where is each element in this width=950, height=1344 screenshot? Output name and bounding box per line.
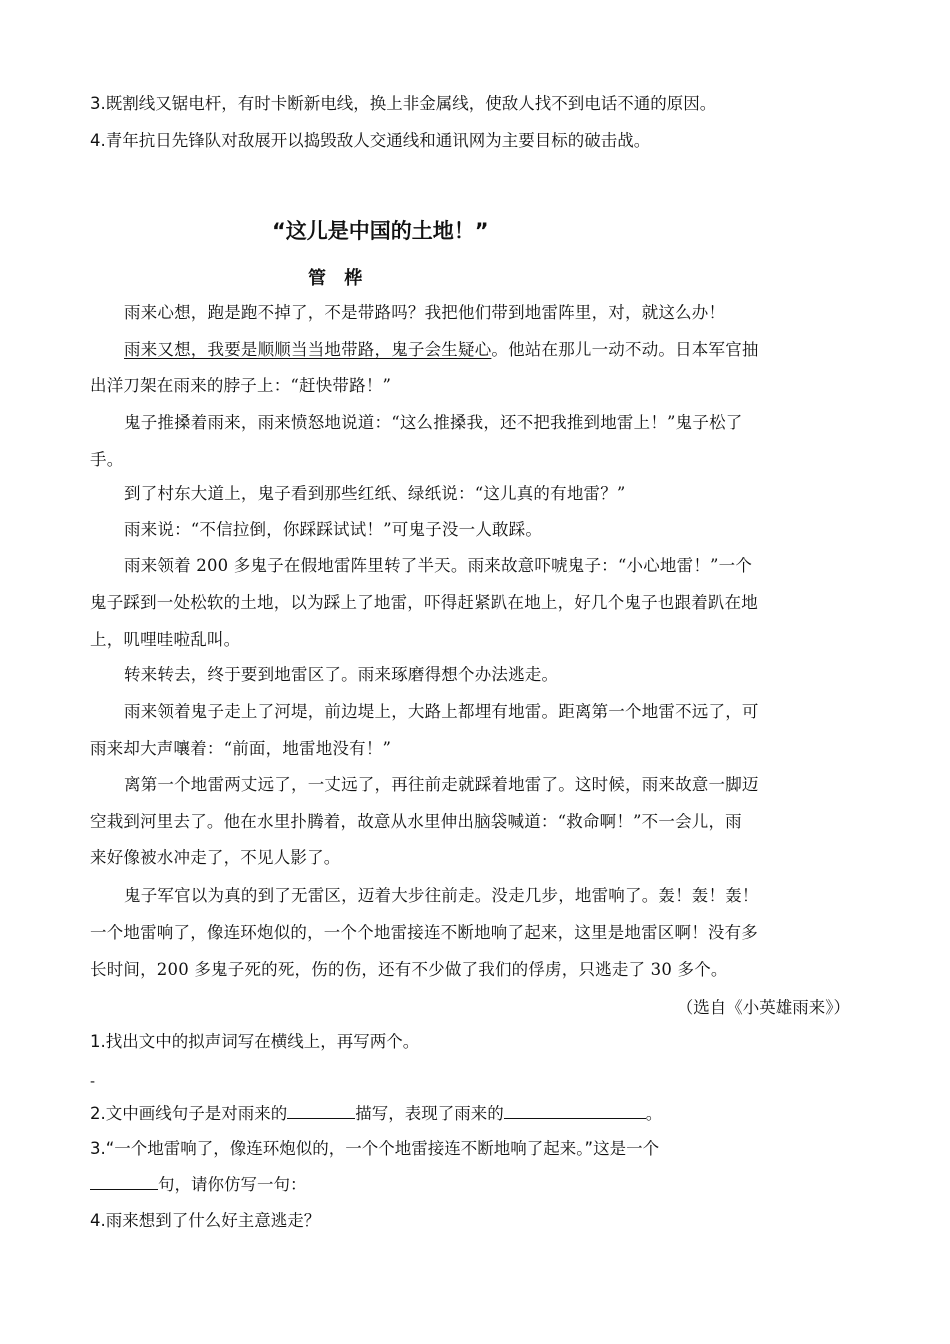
underlined-sentence: 雨来又想，我要是顺顺当当地带路，鬼子会生疑心	[124, 340, 492, 359]
question-2-part-c: 。	[645, 1104, 663, 1123]
paragraph-6-line-2: 鬼子踩到一处松软的土地，以为踩上了地雷，吓得赶紧趴在地上，好几个鬼子也跟着趴在地	[90, 593, 758, 612]
answer-blank-sentence-type[interactable]	[90, 1173, 158, 1190]
paragraph-1: 雨来心想，跑是跑不掉了，不是带路吗？我把他们带到地雷阵里，对，就这么办！	[124, 303, 726, 322]
paragraph-2-rest: 。他站在那儿一动不动。日本军官抽	[491, 340, 759, 359]
question-2-part-a: 2.文中画线句子是对雨来的	[90, 1104, 288, 1123]
paragraph-10-line-3: 长时间，200 多鬼子死的死，伤的伤，还有不少做了我们的俘虏，只逃走了 30 多个。	[90, 960, 728, 979]
paragraph-10: 鬼子军官以为真的到了无雷区，迈着大步往前走。没走几步，地雷响了。轰！轰！轰！	[124, 886, 759, 905]
answer-item-3: 3.既割线又锯电杆，有时卡断新电线，换上非金属线，使敌人找不到电话不通的原因。	[90, 94, 717, 113]
paragraph-9: 离第一个地雷两丈远了，一丈远了，再往前走就踩着地雷了。这时候，雨来故意一脚迈	[124, 775, 759, 794]
paragraph-3: 鬼子推搡着雨来，雨来愤怒地说道：“这么推搡我，还不把我推到地雷上！”鬼子松了	[124, 413, 743, 432]
question-2-part-b: 描写，表现了雨来的	[355, 1104, 504, 1123]
paragraph-2	[90, 338, 890, 362]
question-3-prompt: 句，请你仿写一句：	[158, 1175, 307, 1194]
paragraph-4: 到了村东大道上，鬼子看到那些红纸、绿纸说：“这儿真的有地雷？”	[124, 484, 626, 503]
article-source: （选自《小英雄雨来》）	[676, 998, 850, 1017]
answer-item-4: 4.青年抗日先锋队对敌展开以捣毁敌人交通线和通讯网为主要目标的破击战。	[90, 131, 651, 150]
answer-blank-character-trait[interactable]	[504, 1102, 646, 1119]
article-title: “这儿是中国的土地！”	[272, 219, 489, 243]
paragraph-2-line-2: 出洋刀架在雨来的脖子上：“赶快带路！”	[90, 376, 392, 395]
question-1: 1.找出文中的拟声词写在横线上，再写两个。	[90, 1032, 420, 1051]
paragraph-3-line-2: 手。	[90, 450, 124, 469]
paragraph-8: 雨来领着鬼子走上了河堤，前边堤上，大路上都埋有地雷。距离第一个地雷不远了，可	[124, 702, 759, 721]
question-3: 3.“一个地雷响了，像连环炮似的，一个个地雷接连不断地响了起来。”这是一个	[90, 1139, 660, 1158]
paragraph-7: 转来转去，终于要到地雷区了。雨来琢磨得想个办法逃走。	[124, 665, 559, 684]
paragraph-8-line-2: 雨来却大声嚷着：“前面，地雷地没有！”	[90, 739, 392, 758]
paragraph-9-line-3: 来好像被水冲走了，不见人影了。	[90, 848, 341, 867]
paragraph-10-line-2: 一个地雷响了，像连环炮似的，一个个地雷接连不断地响了起来，这里是地雷区啊！没有多	[90, 923, 758, 942]
question-2	[90, 1102, 890, 1126]
paragraph-5: 雨来说：“不信拉倒，你踩踩试试！”可鬼子没一人敢踩。	[124, 520, 543, 539]
paragraph-6-line-3: 上，叽哩哇啦乱叫。	[90, 630, 241, 649]
article-author: 管 桦	[308, 268, 369, 289]
answer-blank-description-type[interactable]	[287, 1102, 355, 1119]
question-4: 4.雨来想到了什么好主意逃走？	[90, 1211, 321, 1230]
question-3-line-2	[90, 1173, 890, 1197]
paragraph-6: 雨来领着 200 多鬼子在假地雷阵里转了半天。雨来故意吓唬鬼子：“小心地雷！”一个	[124, 556, 753, 575]
paragraph-9-line-2: 空栽到河里去了。他在水里扑腾着，故意从水里伸出脑袋喊道：“救命啊！”不一会儿，雨	[90, 812, 742, 831]
answer-line-mark: -	[90, 1074, 96, 1090]
